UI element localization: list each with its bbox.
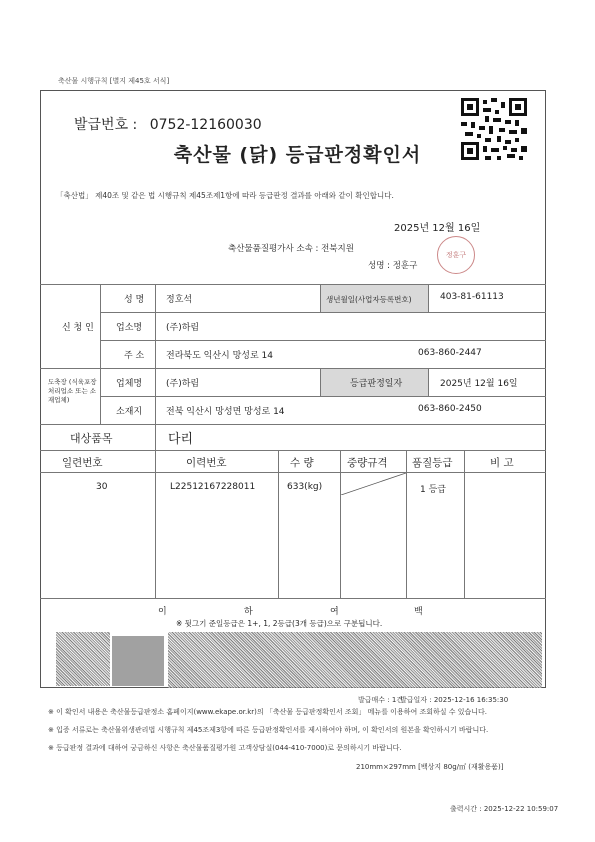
- issue-number-label: 발급번호 :: [74, 117, 138, 133]
- applicant-phone: 063-860-2447: [418, 348, 482, 358]
- security-pattern: [168, 632, 542, 688]
- divider: [155, 284, 156, 450]
- table-cell-serial: 30: [96, 482, 108, 492]
- form-code: 축산물 시행규칙 [별지 제45호 서식]: [58, 77, 170, 85]
- paper-spec: 210mm×297mm [백상지 80g/㎡ (재활용품)]: [356, 763, 504, 771]
- divider: [428, 368, 429, 396]
- divider: [40, 424, 546, 425]
- print-time: 출력시간 : 2025-12-22 10:59:07: [450, 805, 559, 813]
- blank-mark-3: 여: [330, 607, 339, 617]
- table-cell-trace: L22512167228011: [170, 482, 256, 492]
- grade-footnote: ※ 뒷그기 준일등급은 1+, 1, 2등급(3개 등급)으로 구분됩니다.: [176, 619, 383, 628]
- divider: [100, 340, 546, 341]
- company-value: (주)하림: [166, 323, 200, 333]
- note-3: ※ 등급판정 결과에 대하여 궁금하신 사항은 축산물품질평가원 고객상담실(044-410-7000)로 문의하시기 바랍니다.: [48, 744, 402, 752]
- target-value: 다리: [168, 432, 194, 447]
- note-1: ※ 이 확인서 내용은 축산물등급판정소 홈페이지(www.ekape.or.kr)의 「축산물 등급판정확인서 조회」 메뉴를 이용하여 조회하실 수 있습니다.: [48, 708, 487, 716]
- basis-text: 「축산법」 제40조 및 같은 법 시행규칙 제45조제1항에 따라 등급판정 결과를 아래와 같이 확인합니다.: [56, 191, 394, 200]
- divider: [464, 450, 465, 598]
- name-value: 정호석: [166, 295, 193, 305]
- divider: [100, 396, 546, 397]
- blank-mark-4: 백: [414, 607, 423, 617]
- issue-time: 발급일자 : 2025-12-16 16:35:30: [400, 696, 509, 704]
- note-2: ※ 입증 서류로는 축산물위생관리법 시행규칙 제45조제3항에 따른 등급판정확인서를 제시하여야 하며, 이 확인서의 원본을 확인하시기 바랍니다.: [48, 726, 489, 734]
- operator-value: (주)하림: [166, 379, 200, 389]
- col-header-serial: 일련번호: [62, 457, 103, 469]
- issue-number-line: [74, 114, 262, 134]
- grader-name: 성명 : 정훈구: [368, 261, 418, 271]
- operator-label: 업체명: [116, 379, 143, 389]
- facility-phone: 063-860-2450: [418, 404, 482, 414]
- company-label: 업소명: [116, 323, 143, 333]
- location-label: 소재지: [116, 407, 143, 417]
- confirm-date: 2025년 12월 16일: [394, 223, 481, 234]
- col-header-qty: 수 량: [290, 457, 314, 469]
- divider: [40, 284, 546, 285]
- target-label: 대상품목: [70, 432, 113, 445]
- col-header-note: 비 고: [490, 457, 514, 469]
- security-pattern: [56, 632, 110, 686]
- security-pattern: [112, 636, 164, 686]
- divider: [100, 284, 101, 424]
- grade-date-value: 2025년 12월 16일: [440, 379, 518, 389]
- official-seal-icon: 정훈구: [437, 236, 475, 274]
- reg-label: 생년월일(사업자등록번호): [326, 295, 412, 304]
- location-value: 전북 익산시 망성면 망성로 14: [166, 407, 285, 417]
- reg-value: 403-81-61113: [440, 292, 504, 302]
- page-info: 발급매수 : 1건: [358, 696, 404, 704]
- applicant-section-label: 신 청 인: [62, 323, 94, 333]
- divider: [40, 450, 546, 451]
- grade-date-label: 등급판정일자: [350, 379, 403, 389]
- divider: [40, 368, 546, 369]
- issue-number-value: 0752-12160030: [149, 117, 262, 133]
- address-value: 전라북도 익산시 망성로 14: [166, 351, 273, 361]
- empty-cell-slash: [341, 473, 406, 495]
- col-header-trace: 이력번호: [186, 457, 227, 469]
- facility-section-label: 도축장 (식육포장처리업소 또는 소재업체): [48, 378, 97, 404]
- table-cell-grade: 1 등급: [420, 485, 446, 495]
- divider: [278, 450, 279, 598]
- page-title: 축산물 (닭) 등급판정확인서: [173, 144, 422, 166]
- blank-mark-1: 이: [158, 607, 167, 617]
- divider: [40, 598, 546, 599]
- col-header-weight: 중량규격: [347, 457, 388, 469]
- name-label: 성 명: [124, 295, 145, 305]
- grader-org: 축산물품질평가사 소속 : 전북지원: [228, 244, 354, 254]
- divider: [155, 450, 156, 598]
- blank-mark-2: 하: [244, 607, 253, 617]
- divider: [40, 472, 546, 473]
- table-cell-qty: 633(kg): [287, 482, 323, 492]
- qr-code-icon: [459, 96, 529, 162]
- col-header-grade: 품질등급: [412, 457, 453, 469]
- divider: [406, 450, 407, 598]
- divider: [100, 312, 546, 313]
- divider: [428, 284, 429, 312]
- address-label: 주 소: [124, 351, 145, 361]
